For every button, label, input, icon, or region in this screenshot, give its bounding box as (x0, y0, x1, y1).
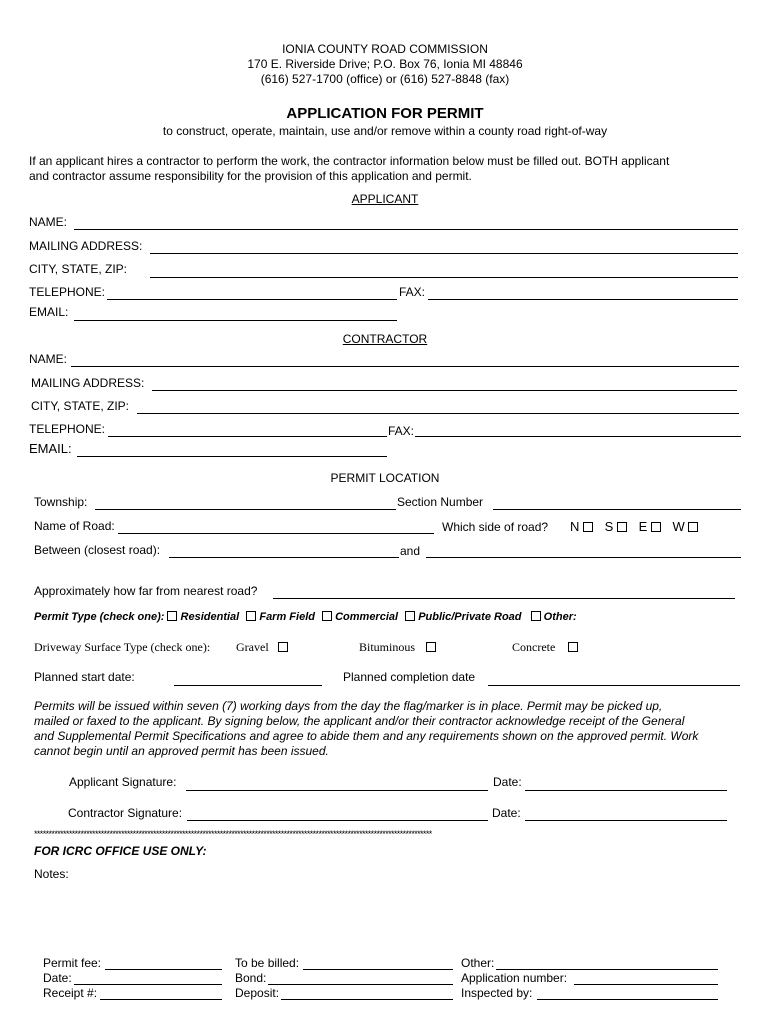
application-number-field[interactable] (574, 984, 718, 985)
applicant-date-field[interactable] (525, 790, 727, 791)
org-name: IONIA COUNTY ROAD COMMISSION (282, 42, 488, 56)
applicant-name-field[interactable] (74, 229, 738, 230)
office-date-label: Date: (43, 971, 72, 985)
application-number-label: Application number: (461, 971, 568, 985)
notice-line-3: and Supplemental Permit Specifications and agree to abide them and any requirements shown on the approved permit. Work (34, 729, 699, 743)
contractor-email-field[interactable] (77, 456, 387, 457)
deposit-field[interactable] (281, 999, 453, 1000)
bituminous-option (359, 640, 436, 655)
bituminous-checkbox[interactable] (426, 642, 436, 652)
office-date-field[interactable] (74, 984, 222, 985)
completion-date-field[interactable] (488, 685, 740, 686)
applicant-heading: APPLICANT (351, 192, 419, 206)
contractor-telephone-field[interactable] (108, 436, 387, 437)
contractor-signature-label: Contractor Signature: (68, 806, 183, 820)
concrete-option (512, 640, 578, 655)
deposit-label: Deposit: (235, 986, 280, 1000)
separator-stars: ***************************************************************************************************************************************** (34, 829, 432, 839)
bond-field[interactable] (268, 984, 453, 985)
contractor-city-field[interactable] (137, 413, 739, 414)
contractor-email-label: EMAIL: (29, 441, 72, 456)
other-label: Other: (543, 611, 577, 623)
distance-label: Approximately how far from nearest road? (34, 584, 258, 598)
contractor-mailing-label: MAILING ADDRESS: (31, 376, 145, 390)
gravel-label: Gravel (236, 640, 269, 654)
dir-w-label: W (672, 519, 685, 534)
farm-field-label: Farm Field (259, 611, 315, 623)
inspected-by-field[interactable] (537, 999, 718, 1000)
township-label: Township: (34, 495, 88, 509)
contractor-city-label: CITY, STATE, ZIP: (31, 399, 130, 413)
office-use-heading: FOR ICRC OFFICE USE ONLY: (34, 844, 207, 858)
dir-w-checkbox[interactable] (688, 522, 698, 532)
contractor-name-field[interactable] (71, 366, 739, 367)
applicant-name-label: NAME: (29, 215, 68, 229)
notice-line-4: cannot begin until an approved permit has been issued. (34, 744, 329, 758)
other-checkbox[interactable] (531, 611, 541, 621)
contractor-heading: CONTRACTOR (342, 332, 428, 346)
contractor-name-label: NAME: (29, 352, 68, 366)
applicant-signature-field[interactable] (186, 790, 488, 791)
permit-fee-field[interactable] (105, 969, 222, 970)
between-field-2[interactable] (426, 557, 741, 558)
between-and-label: and (400, 544, 421, 558)
applicant-telephone-label: TELEPHONE: (29, 285, 106, 299)
notice-line-1: Permits will be issued within seven (7) working days from the day the flag/marker is in place. Permit may be picked up, (34, 699, 663, 713)
org-phone: (616) 527-1700 (office) or (616) 527-8848 (fax) (260, 72, 510, 86)
applicant-signature-label: Applicant Signature: (69, 775, 177, 789)
township-field[interactable] (95, 509, 396, 510)
distance-field[interactable] (273, 598, 735, 599)
between-field-1[interactable] (169, 557, 399, 558)
bituminous-label: Bituminous (359, 640, 416, 654)
road-side-label: Which side of road? (442, 520, 549, 534)
applicant-city-label: CITY, STATE, ZIP: (29, 262, 128, 276)
between-label: Between (closest road): (34, 543, 161, 557)
applicant-fax-label: FAX: (399, 285, 426, 299)
bond-label: Bond: (235, 971, 267, 985)
farm-field-checkbox[interactable] (246, 611, 256, 621)
page-subtitle: to construct, operate, maintain, use and/or remove within a county road right-of-way (162, 124, 608, 138)
contractor-telephone-label: TELEPHONE: (29, 422, 106, 436)
dir-e-label: E (638, 519, 648, 534)
residential-checkbox[interactable] (167, 611, 177, 621)
commercial-checkbox[interactable] (322, 611, 332, 621)
intro-line-1: If an applicant hires a contractor to perform the work, the contractor information below must be filled out. BOTH applicant (29, 154, 670, 168)
road-name-field[interactable] (118, 533, 434, 534)
contractor-fax-field[interactable] (415, 436, 741, 437)
dir-n-checkbox[interactable] (583, 522, 593, 532)
public-private-label: Public/Private Road (418, 611, 522, 623)
commercial-label: Commercial (335, 611, 399, 623)
contractor-date-label: Date: (492, 806, 521, 820)
applicant-date-label: Date: (493, 775, 522, 789)
direction-options (570, 519, 698, 534)
page-title: APPLICATION FOR PERMIT (286, 105, 484, 122)
dir-n-label: N (570, 519, 580, 534)
concrete-checkbox[interactable] (568, 642, 578, 652)
contractor-fax-label: FAX: (388, 424, 415, 438)
inspected-by-label: Inspected by: (461, 986, 533, 1000)
dir-s-label: S (604, 519, 614, 534)
applicant-mailing-label: MAILING ADDRESS: (29, 239, 143, 253)
section-number-label: Section Number (397, 495, 484, 509)
concrete-label: Concrete (512, 640, 556, 654)
dir-s-checkbox[interactable] (617, 522, 627, 532)
dir-e-checkbox[interactable] (651, 522, 661, 532)
office-other-label: Other: (461, 956, 495, 970)
gravel-checkbox[interactable] (278, 642, 288, 652)
permit-type-row (34, 611, 577, 623)
applicant-mailing-field[interactable] (150, 253, 738, 254)
start-date-field[interactable] (174, 685, 322, 686)
office-other-field[interactable] (496, 969, 718, 970)
org-address: 170 E. Riverside Drive; P.O. Box 76, Ionia MI 48846 (247, 57, 523, 71)
notice-line-2: mailed or faxed to the applicant. By signing below, the applicant and/or their contractor acknowledge receipt of the General (34, 714, 685, 728)
public-private-checkbox[interactable] (405, 611, 415, 621)
location-heading: PERMIT LOCATION (330, 471, 440, 485)
applicant-email-label: EMAIL: (29, 305, 69, 319)
surface-type-label: Driveway Surface Type (check one): (34, 640, 211, 654)
notice-paragraph (34, 699, 698, 759)
gravel-option (236, 640, 288, 655)
applicant-city-field[interactable] (150, 277, 738, 278)
applicant-fax-field[interactable] (428, 299, 738, 300)
notes-label: Notes: (34, 867, 69, 881)
contractor-signature-field[interactable] (187, 820, 488, 821)
start-date-label: Planned start date: (34, 670, 135, 684)
applicant-email-field[interactable] (74, 320, 397, 321)
permit-type-label: Permit Type (check one): (34, 611, 165, 623)
section-number-field[interactable] (493, 509, 741, 510)
road-name-label: Name of Road: (34, 519, 115, 533)
permit-fee-label: Permit fee: (43, 956, 102, 970)
receipt-label: Receipt #: (43, 986, 98, 1000)
contractor-mailing-field[interactable] (152, 390, 737, 391)
to-be-billed-label: To be billed: (235, 956, 300, 970)
completion-date-label: Planned completion date (343, 670, 476, 684)
contractor-date-field[interactable] (525, 820, 727, 821)
to-be-billed-field[interactable] (303, 969, 453, 970)
receipt-field[interactable] (100, 999, 222, 1000)
applicant-telephone-field[interactable] (107, 299, 397, 300)
residential-label: Residential (180, 611, 240, 623)
intro-line-2: and contractor assume responsibility for the provision of this application and permit. (29, 169, 472, 183)
